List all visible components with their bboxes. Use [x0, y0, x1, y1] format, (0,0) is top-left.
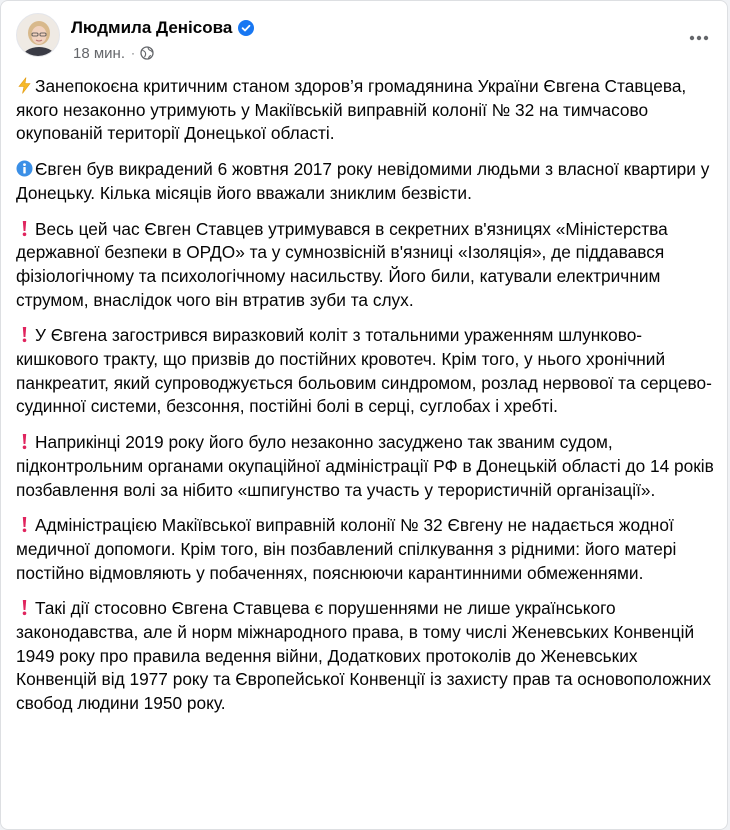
post-meta: [73, 44, 154, 62]
post-paragraph: [16, 514, 716, 585]
exclamation-icon: [16, 516, 33, 533]
post-timestamp[interactable]: 18 мин.: [73, 44, 125, 62]
exclamation-icon: [16, 433, 33, 450]
post-paragraph: [16, 597, 716, 716]
paragraph-text: Адміністрацією Макіївської виправній колонії № 32 Євгену не надається жодної медичної допомоги. Крім того, він позбавлений спілкування з рідними: його матері постійно відмовляють у побаченнях, пояснюючи карантинними обмеженнями.: [16, 515, 677, 583]
more-horizontal-icon: [689, 35, 709, 41]
post-paragraph: [16, 324, 716, 419]
author-avatar[interactable]: [16, 13, 60, 57]
info-icon: [16, 160, 33, 177]
post-paragraph: [16, 218, 716, 313]
paragraph-text: Євген був викрадений 6 жовтня 2017 року невідомими людьми з власної квартири у Донецьку. Кілька місяців його вважали зниклим безвісти.: [16, 159, 710, 203]
exclamation-icon: [16, 326, 33, 343]
paragraph-text: Весь цей час Євген Ставцев утримувався в секретних в'язницях «Міністерства державної безпеки в ОРДО» та у сумнозвісній в'язниці «Ізоляція», де піддавався фізіологічному та психологічному насильству. Його били, катували електричним струмом, внаслідок чого він втратив зуби та слух.: [16, 218, 668, 310]
paragraph-text: Такі дії стосовно Євгена Ставцева є порушеннями не лише українського законодавства, але й норм міжнародного права, в тому числі Женевських Конвенцій 1949 року про правила ведення війни, Додаткових протоколів до Женевських Конвенцій від 1977 року та Європейської Конвенції із захисту прав та основоположних свобод людини 1950 року.: [16, 598, 711, 714]
verified-badge-icon: [238, 20, 254, 36]
avatar-image: [17, 14, 60, 57]
post-options-button[interactable]: [687, 26, 711, 50]
exclamation-icon: [16, 599, 33, 616]
paragraph-text: Занепокоєна критичним станом здоров’я громадянина України Євгена Ставцева, якого незаконно утримують у Макіївській виправній колонії № 32 на тимчасово окупованій території Донецької області.: [16, 76, 687, 144]
author-row: [71, 16, 254, 40]
paragraph-text: У Євгена загострився виразковий коліт з тотальними ураженням шлунково-кишкового тракту, що призвів до постійних кровотеч. Крім того, у нього хронічний панкреатит, який супроводжується больовим синдромом, розлад нервової та серцево-судинної системи, безсоння, постійні болі в серці, суглобах і хребті.: [16, 325, 712, 417]
lightning-icon: [16, 77, 33, 94]
paragraph-text: Наприкінці 2019 року його було незаконно засуджено так званим судом, підконтрольним органами окупаційної адміністрації РФ в Донецькій області до 14 років позбавлення волі за нібито «шпигунство та участь у терористичній організації».: [16, 432, 714, 500]
meta-separator: ·: [131, 46, 135, 60]
globe-icon[interactable]: [140, 46, 154, 60]
post-header: [1, 1, 727, 71]
exclamation-icon: [16, 220, 33, 237]
post-text: [16, 75, 716, 728]
post-paragraph: [16, 431, 716, 502]
author-name[interactable]: Людмила Денісова: [71, 18, 233, 37]
post-paragraph: [16, 158, 716, 205]
post-paragraph: [16, 75, 716, 146]
